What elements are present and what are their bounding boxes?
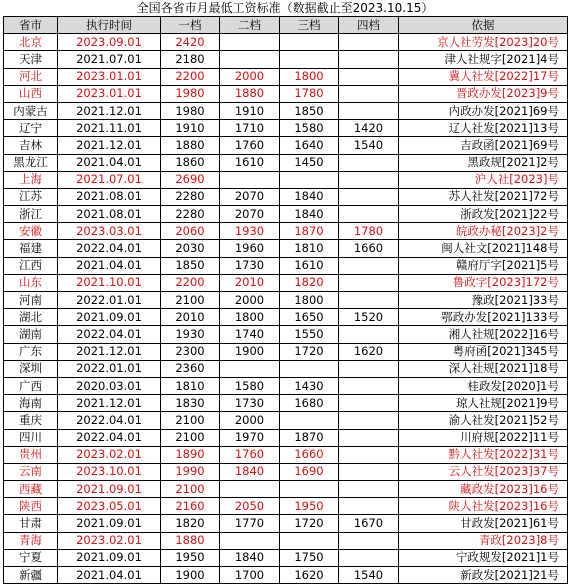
cell-tier1: 2100 — [161, 481, 220, 498]
cell-tier2: 1770 — [220, 515, 280, 532]
cell-date: 2021.04.01 — [58, 567, 161, 584]
cell-province: 山东 — [4, 274, 58, 291]
cell-basis: 赣府厅字[2021]5号 — [399, 257, 568, 274]
cell-basis: 黑政规[2021]2号 — [399, 154, 568, 171]
cell-tier3: 1780 — [280, 85, 339, 102]
cell-province: 青海 — [4, 532, 58, 549]
cell-province: 上海 — [4, 171, 58, 188]
cell-tier4: 1620 — [339, 343, 399, 360]
cell-basis: 新政发[2021]21号 — [399, 567, 568, 584]
cell-province: 宁夏 — [4, 549, 58, 566]
cell-tier3: 1750 — [280, 549, 339, 566]
table-row — [4, 257, 568, 274]
cell-tier3: 1870 — [280, 223, 339, 240]
cell-basis: 深人社规[2021]18号 — [399, 360, 568, 377]
cell-tier1: 2420 — [161, 34, 220, 51]
cell-tier4 — [339, 377, 399, 394]
cell-basis: 沪人社[2023]号 — [399, 171, 568, 188]
cell-tier3: 1870 — [280, 429, 339, 446]
cell-tier3: 1550 — [280, 326, 339, 343]
cell-tier1: 2160 — [161, 498, 220, 515]
cell-tier2: 1910 — [220, 102, 280, 119]
table-row — [4, 360, 568, 377]
cell-tier3: 1810 — [280, 240, 339, 257]
cell-province: 西藏 — [4, 481, 58, 498]
cell-date: 2021.09.01 — [58, 549, 161, 566]
cell-tier1: 2100 — [161, 292, 220, 309]
table-row — [4, 274, 568, 291]
cell-tier4 — [339, 360, 399, 377]
cell-province: 云南 — [4, 463, 58, 480]
table-row — [4, 188, 568, 205]
cell-province: 陕西 — [4, 498, 58, 515]
cell-date: 2023.01.01 — [58, 85, 161, 102]
cell-tier3 — [280, 360, 339, 377]
cell-tier2: 1840 — [220, 549, 280, 566]
cell-basis: 甘政发[2021]61号 — [399, 515, 568, 532]
cell-tier3: 1620 — [280, 567, 339, 584]
table-row — [4, 223, 568, 240]
cell-province: 四川 — [4, 429, 58, 446]
cell-tier1: 1950 — [161, 549, 220, 566]
cell-tier4 — [339, 395, 399, 412]
cell-basis: 津人社规字[2021]4号 — [399, 51, 568, 68]
cell-province: 甘肃 — [4, 515, 58, 532]
cell-basis: 陕人社发[2023]16号 — [399, 498, 568, 515]
cell-tier1: 2200 — [161, 68, 220, 85]
cell-date: 2021.04.01 — [58, 257, 161, 274]
table-row — [4, 446, 568, 463]
cell-date: 2023.09.01 — [58, 34, 161, 51]
header-row — [4, 17, 568, 34]
cell-province: 湖南 — [4, 326, 58, 343]
cell-tier3: 1680 — [280, 395, 339, 412]
cell-tier1: 1880 — [161, 137, 220, 154]
table-row — [4, 120, 568, 137]
table-row — [4, 154, 568, 171]
cell-tier1: 2280 — [161, 206, 220, 223]
column-header-tier1: 一档 — [161, 17, 220, 34]
cell-tier1: 2100 — [161, 429, 220, 446]
cell-basis: 黔人社发[2022]31号 — [399, 446, 568, 463]
table-row — [4, 171, 568, 188]
cell-tier3: 1840 — [280, 206, 339, 223]
cell-date: 2021.08.01 — [58, 206, 161, 223]
cell-tier2: 1710 — [220, 120, 280, 137]
cell-basis: 粤府函[2021]345号 — [399, 343, 568, 360]
cell-province: 河北 — [4, 68, 58, 85]
cell-tier4 — [339, 257, 399, 274]
cell-date: 2021.04.01 — [58, 154, 161, 171]
cell-province: 浙江 — [4, 206, 58, 223]
cell-tier2 — [220, 360, 280, 377]
table-row — [4, 102, 568, 119]
table-row — [4, 343, 568, 360]
cell-date: 2020.03.01 — [58, 377, 161, 394]
cell-date: 2022.01.01 — [58, 360, 161, 377]
cell-tier3 — [280, 412, 339, 429]
cell-date: 2021.09.01 — [58, 515, 161, 532]
table-row — [4, 51, 568, 68]
cell-tier4 — [339, 549, 399, 566]
table-row — [4, 326, 568, 343]
cell-basis: 宁政规发[2021]1号 — [399, 549, 568, 566]
cell-province: 广西 — [4, 377, 58, 394]
cell-tier2: 2010 — [220, 274, 280, 291]
cell-basis: 湘人社规[2022]16号 — [399, 326, 568, 343]
cell-province: 天津 — [4, 51, 58, 68]
cell-tier4 — [339, 68, 399, 85]
cell-tier2: 1740 — [220, 326, 280, 343]
cell-tier3 — [280, 171, 339, 188]
cell-province: 福建 — [4, 240, 58, 257]
cell-tier4 — [339, 188, 399, 205]
cell-province: 海南 — [4, 395, 58, 412]
cell-tier1: 1830 — [161, 395, 220, 412]
cell-basis: 内政办发[2021]69号 — [399, 102, 568, 119]
cell-province: 深圳 — [4, 360, 58, 377]
cell-tier1: 2030 — [161, 240, 220, 257]
cell-tier4: 1670 — [339, 515, 399, 532]
cell-basis: 渝人社发[2021]52号 — [399, 412, 568, 429]
table-row — [4, 377, 568, 394]
cell-tier2: 1580 — [220, 377, 280, 394]
cell-date: 2021.11.01 — [58, 120, 161, 137]
cell-province: 新疆 — [4, 567, 58, 584]
cell-date: 2023.01.01 — [58, 68, 161, 85]
cell-tier3: 1580 — [280, 120, 339, 137]
cell-tier2 — [220, 481, 280, 498]
cell-basis: 桂政发[2020]1号 — [399, 377, 568, 394]
table-row — [4, 567, 568, 584]
cell-tier4 — [339, 498, 399, 515]
cell-tier4 — [339, 85, 399, 102]
cell-tier1: 1880 — [161, 532, 220, 549]
table-row — [4, 481, 568, 498]
cell-date: 2021.07.01 — [58, 171, 161, 188]
cell-tier4 — [339, 326, 399, 343]
cell-tier1: 1930 — [161, 326, 220, 343]
column-header-date: 执行时间 — [58, 17, 161, 34]
cell-province: 安徽 — [4, 223, 58, 240]
table-row — [4, 309, 568, 326]
cell-tier1: 1990 — [161, 463, 220, 480]
cell-tier4 — [339, 463, 399, 480]
cell-province: 辽宁 — [4, 120, 58, 137]
table-row — [4, 463, 568, 480]
table-row — [4, 549, 568, 566]
cell-tier2: 2000 — [220, 68, 280, 85]
cell-tier4: 1660 — [339, 240, 399, 257]
table-row — [4, 429, 568, 446]
cell-basis: 晋政办发[2023]9号 — [399, 85, 568, 102]
cell-tier4 — [339, 412, 399, 429]
cell-tier4 — [339, 171, 399, 188]
column-header-tier4: 四档 — [339, 17, 399, 34]
cell-tier1: 2100 — [161, 412, 220, 429]
cell-tier2: 2070 — [220, 188, 280, 205]
cell-tier4 — [339, 274, 399, 291]
cell-tier4 — [339, 292, 399, 309]
column-header-tier2: 二档 — [220, 17, 280, 34]
table-row — [4, 240, 568, 257]
table-row — [4, 68, 568, 85]
cell-tier4 — [339, 446, 399, 463]
cell-basis: 藏政发[2023]16号 — [399, 481, 568, 498]
cell-tier1: 2300 — [161, 343, 220, 360]
cell-tier4: 1540 — [339, 137, 399, 154]
cell-date: 2021.12.01 — [58, 343, 161, 360]
cell-date: 2022.04.01 — [58, 429, 161, 446]
cell-date: 2021.09.01 — [58, 481, 161, 498]
cell-date: 2023.02.01 — [58, 446, 161, 463]
cell-province: 河南 — [4, 292, 58, 309]
cell-date: 2022.01.01 — [58, 292, 161, 309]
cell-tier3: 1850 — [280, 102, 339, 119]
cell-tier3: 1610 — [280, 257, 339, 274]
cell-basis: 吉政函[2021]69号 — [399, 137, 568, 154]
cell-tier4 — [339, 154, 399, 171]
cell-tier2: 1840 — [220, 463, 280, 480]
cell-basis: 琼人社规[2021]9号 — [399, 395, 568, 412]
cell-tier3: 1450 — [280, 154, 339, 171]
cell-tier2 — [220, 34, 280, 51]
cell-tier4 — [339, 481, 399, 498]
cell-date: 2023.10.01 — [58, 463, 161, 480]
cell-tier1: 1820 — [161, 515, 220, 532]
cell-tier1: 1980 — [161, 102, 220, 119]
cell-date: 2023.05.01 — [58, 498, 161, 515]
cell-tier3: 1690 — [280, 463, 339, 480]
table-row — [4, 85, 568, 102]
table-row — [4, 515, 568, 532]
cell-tier2: 2050 — [220, 498, 280, 515]
cell-tier4 — [339, 206, 399, 223]
cell-date: 2021.09.01 — [58, 309, 161, 326]
cell-tier3: 1820 — [280, 274, 339, 291]
cell-tier1: 2010 — [161, 309, 220, 326]
cell-tier2: 1730 — [220, 395, 280, 412]
cell-tier2: 2000 — [220, 412, 280, 429]
cell-date: 2022.04.01 — [58, 412, 161, 429]
cell-province: 重庆 — [4, 412, 58, 429]
cell-tier3: 1800 — [280, 68, 339, 85]
cell-tier3 — [280, 51, 339, 68]
cell-tier2: 1610 — [220, 154, 280, 171]
cell-tier3: 1950 — [280, 498, 339, 515]
cell-date: 2021.12.01 — [58, 102, 161, 119]
cell-date: 2021.12.01 — [58, 395, 161, 412]
cell-date: 2021.07.01 — [58, 51, 161, 68]
cell-date: 2022.04.01 — [58, 326, 161, 343]
table-row — [4, 412, 568, 429]
cell-tier2: 2070 — [220, 206, 280, 223]
column-header-basis: 依据 — [399, 17, 568, 34]
cell-basis: 京人社劳发[2023]20号 — [399, 34, 568, 51]
cell-tier2 — [220, 51, 280, 68]
cell-tier1: 1900 — [161, 567, 220, 584]
cell-tier1: 2180 — [161, 51, 220, 68]
cell-province: 吉林 — [4, 137, 58, 154]
cell-basis: 豫政[2021]33号 — [399, 292, 568, 309]
cell-tier2: 1760 — [220, 137, 280, 154]
cell-basis: 闽人社文[2021]148号 — [399, 240, 568, 257]
table-row — [4, 34, 568, 51]
table-row — [4, 206, 568, 223]
cell-tier3: 1800 — [280, 292, 339, 309]
cell-tier3: 1640 — [280, 137, 339, 154]
cell-tier3 — [280, 34, 339, 51]
cell-tier3: 1660 — [280, 446, 339, 463]
cell-date: 2023.02.01 — [58, 532, 161, 549]
cell-province: 北京 — [4, 34, 58, 51]
cell-tier2: 1760 — [220, 446, 280, 463]
cell-tier3 — [280, 481, 339, 498]
table-row — [4, 395, 568, 412]
table-row — [4, 137, 568, 154]
cell-basis: 皖政办秘[2023]2号 — [399, 223, 568, 240]
table-row — [4, 292, 568, 309]
cell-province: 江西 — [4, 257, 58, 274]
cell-tier1: 1850 — [161, 257, 220, 274]
cell-tier4: 1540 — [339, 567, 399, 584]
cell-tier1: 1810 — [161, 377, 220, 394]
cell-date: 2023.03.01 — [58, 223, 161, 240]
cell-province: 内蒙古 — [4, 102, 58, 119]
cell-tier4: 1520 — [339, 309, 399, 326]
cell-tier2: 1970 — [220, 429, 280, 446]
cell-province: 广东 — [4, 343, 58, 360]
cell-tier3: 1720 — [280, 343, 339, 360]
cell-tier2: 1960 — [220, 240, 280, 257]
cell-tier3: 1720 — [280, 515, 339, 532]
cell-tier1: 2280 — [161, 188, 220, 205]
table-body — [4, 34, 568, 584]
column-header-province: 省市 — [4, 17, 58, 34]
cell-tier4 — [339, 102, 399, 119]
cell-tier2: 1900 — [220, 343, 280, 360]
cell-tier1: 2690 — [161, 171, 220, 188]
cell-basis: 鲁政字[2023]172号 — [399, 274, 568, 291]
cell-tier1: 1890 — [161, 446, 220, 463]
cell-province: 贵州 — [4, 446, 58, 463]
cell-basis: 辽人社发[2021]13号 — [399, 120, 568, 137]
cell-tier1: 1860 — [161, 154, 220, 171]
cell-basis: 浙政发[2021]22号 — [399, 206, 568, 223]
cell-tier1: 2060 — [161, 223, 220, 240]
cell-tier2: 1730 — [220, 257, 280, 274]
cell-date: 2022.04.01 — [58, 240, 161, 257]
cell-tier4 — [339, 51, 399, 68]
cell-tier2: 1930 — [220, 223, 280, 240]
cell-tier4: 1420 — [339, 120, 399, 137]
cell-date: 2021.08.01 — [58, 188, 161, 205]
cell-date: 2021.10.01 — [58, 274, 161, 291]
page-title: 全国各省市月最低工资标准（数据截止至2023.10.15） — [136, 1, 434, 15]
wage-table — [3, 16, 568, 584]
cell-tier4: 1780 — [339, 223, 399, 240]
cell-tier1: 1980 — [161, 85, 220, 102]
cell-tier2: 1700 — [220, 567, 280, 584]
cell-province: 湖北 — [4, 309, 58, 326]
cell-tier3: 1430 — [280, 377, 339, 394]
cell-basis: 川府规[2022]11号 — [399, 429, 568, 446]
cell-basis: 苏人社发[2021]72号 — [399, 188, 568, 205]
cell-basis: 鄂政办发[2021]133号 — [399, 309, 568, 326]
table-row — [4, 498, 568, 515]
cell-tier3: 1840 — [280, 188, 339, 205]
cell-basis: 冀人社发[2022]17号 — [399, 68, 568, 85]
cell-tier1: 2360 — [161, 360, 220, 377]
cell-basis: 云人社发[2023]37号 — [399, 463, 568, 480]
cell-province: 江苏 — [4, 188, 58, 205]
cell-tier2 — [220, 171, 280, 188]
cell-province: 山西 — [4, 85, 58, 102]
cell-date: 2021.12.01 — [58, 137, 161, 154]
column-header-tier3: 三档 — [280, 17, 339, 34]
cell-tier2: 1800 — [220, 309, 280, 326]
cell-tier4 — [339, 429, 399, 446]
cell-tier1: 1910 — [161, 120, 220, 137]
cell-tier2: 1880 — [220, 85, 280, 102]
cell-tier4 — [339, 34, 399, 51]
cell-province: 黑龙江 — [4, 154, 58, 171]
cell-tier1: 2200 — [161, 274, 220, 291]
cell-basis: 青政[2023]8号 — [399, 532, 568, 549]
cell-tier2: 2000 — [220, 292, 280, 309]
cell-tier3: 1650 — [280, 309, 339, 326]
